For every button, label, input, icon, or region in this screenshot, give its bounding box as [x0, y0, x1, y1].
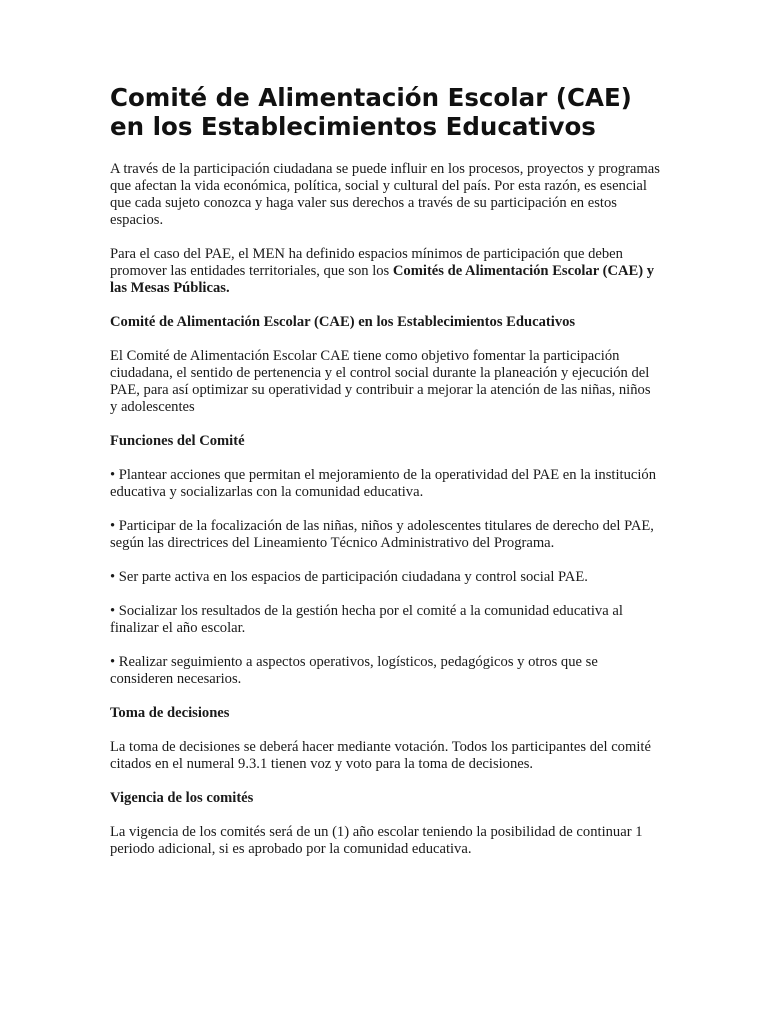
section-heading-cae: Comité de Alimentación Escolar (CAE) en los Establecimientos Educativos	[110, 314, 576, 330]
function-item-2: • Participar de la focalización de las niñas, niños y adolescentes titulares de derecho del PAE, según las directrices del Lineamiento Técnico Administrativo del Programa.	[110, 518, 654, 551]
validity-paragraph: La vigencia de los comités será de un (1) año escolar teniendo la posibilidad de continuar 1 periodo adicional, si es aprobado por la comunidad educativa.	[110, 824, 643, 857]
page-title: Comité de Alimentación Escolar (CAE) en los Establecimientos Educativos	[110, 83, 632, 141]
function-item-1: • Plantear acciones que permitan el mejoramiento de la operatividad del PAE en la institución educativa y socializarlas con la comunidad educativa.	[110, 467, 656, 500]
pae-paragraph	[110, 246, 660, 297]
function-item-3: • Ser parte activa en los espacios de participación ciudadana y control social PAE.	[110, 569, 588, 585]
document-body	[110, 84, 660, 875]
pae-paragraph-bold: Comités de Alimentación Escolar (CAE) y las Mesas Públicas.	[110, 263, 655, 296]
decisions-paragraph: La toma de decisiones se deberá hacer mediante votación. Todos los participantes del comité citados en el numeral 9.3.1 tienen voz y voto para la toma de decisiones.	[110, 739, 651, 772]
section-heading-functions: Funciones del Comité	[110, 433, 245, 449]
section-heading-decisions: Toma de decisiones	[110, 705, 230, 721]
cae-paragraph: El Comité de Alimentación Escolar CAE tiene como objetivo fomentar la participación ciudadana, el sentido de pertenencia y el control social durante la planeación y ejecución del PAE, para así optimizar su operatividad y contribuir a mejorar la atención de las niñas, niños y adolescentes	[110, 348, 651, 415]
function-item-4: • Socializar los resultados de la gestión hecha por el comité a la comunidad educativa al finalizar el año escolar.	[110, 603, 623, 636]
section-heading-validity: Vigencia de los comités	[110, 790, 254, 806]
intro-paragraph: A través de la participación ciudadana se puede influir en los procesos, proyectos y programas que afectan la vida económica, política, social y cultural del país. Por esta razón, es esencial que cada sujeto conozca y haga valer sus derechos a través de su participación en estos espacios.	[110, 161, 660, 228]
function-item-5: • Realizar seguimiento a aspectos operativos, logísticos, pedagógicos y otros que se consideren necesarios.	[110, 654, 598, 687]
pae-paragraph-text: Para el caso del PAE, el MEN ha definido espacios mínimos de participación que deben promover las entidades territoriales, que son los	[110, 246, 623, 279]
